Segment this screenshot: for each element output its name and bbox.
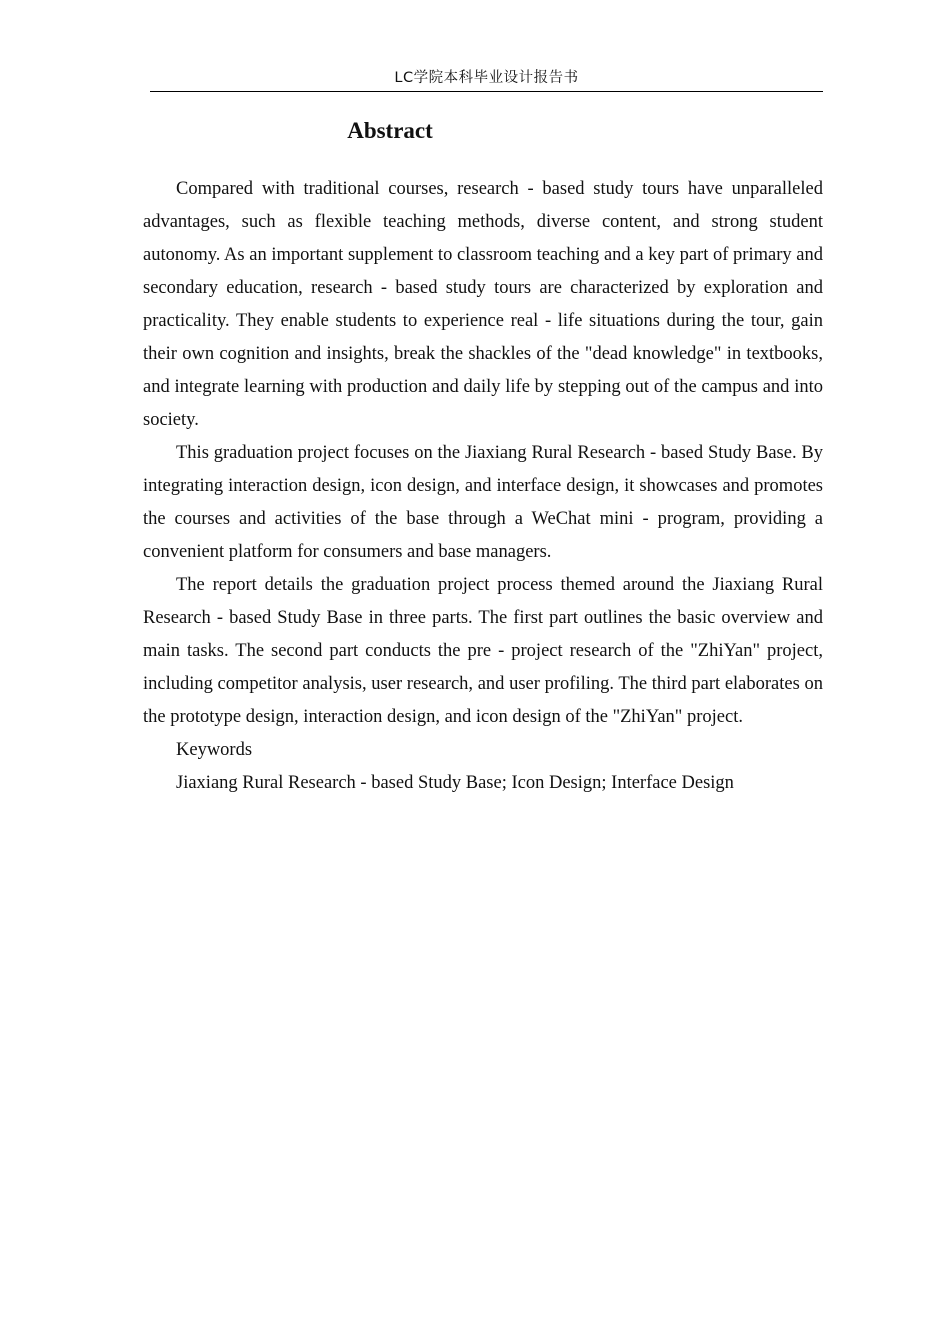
keywords-label: Keywords [176, 740, 253, 760]
keywords-list: Jiaxiang Rural Research - based Study Base; Icon Design; Interface Design [176, 773, 734, 793]
abstract-paragraph-3: The report details the graduation project process themed around the Jiaxiang Rural Research - based Study Base in three parts. The first part outlines the basic overview and main tasks. The second part conducts the pre - project research of the "ZhiYan" project, including competitor analysis, user research, and user profiling. The third part elaborates on the prototype design, interaction design, and icon design of the "ZhiYan" project. [143, 575, 823, 727]
abstract-paragraph-1: Compared with traditional courses, research - based study tours have unparalleled advantages, such as flexible teaching methods, diverse content, and strong student autonomy. As an important supplement to classroom teaching and a key part of primary and secondary education, research - based study tours are characterized by exploration and practicality. They enable students to experience real - life situations during the tour, gain their own cognition and insights, break the shackles of the "dead knowledge" in textbooks, and integrate learning with production and daily life by stepping out of the campus and into society. [143, 179, 823, 430]
abstract-title: Abstract [347, 118, 433, 143]
abstract-paragraph-2: This graduation project focuses on the Jiaxiang Rural Research - based Study Base. By integrating interaction design, icon design, and interface design, it showcases and promotes the courses and activities of the base through a WeChat mini - program, providing a convenient platform for consumers and base managers. [143, 443, 823, 562]
abstract-body [143, 173, 823, 800]
running-header [150, 66, 823, 92]
running-header-title: LC学院本科毕业设计报告书 [394, 70, 579, 86]
